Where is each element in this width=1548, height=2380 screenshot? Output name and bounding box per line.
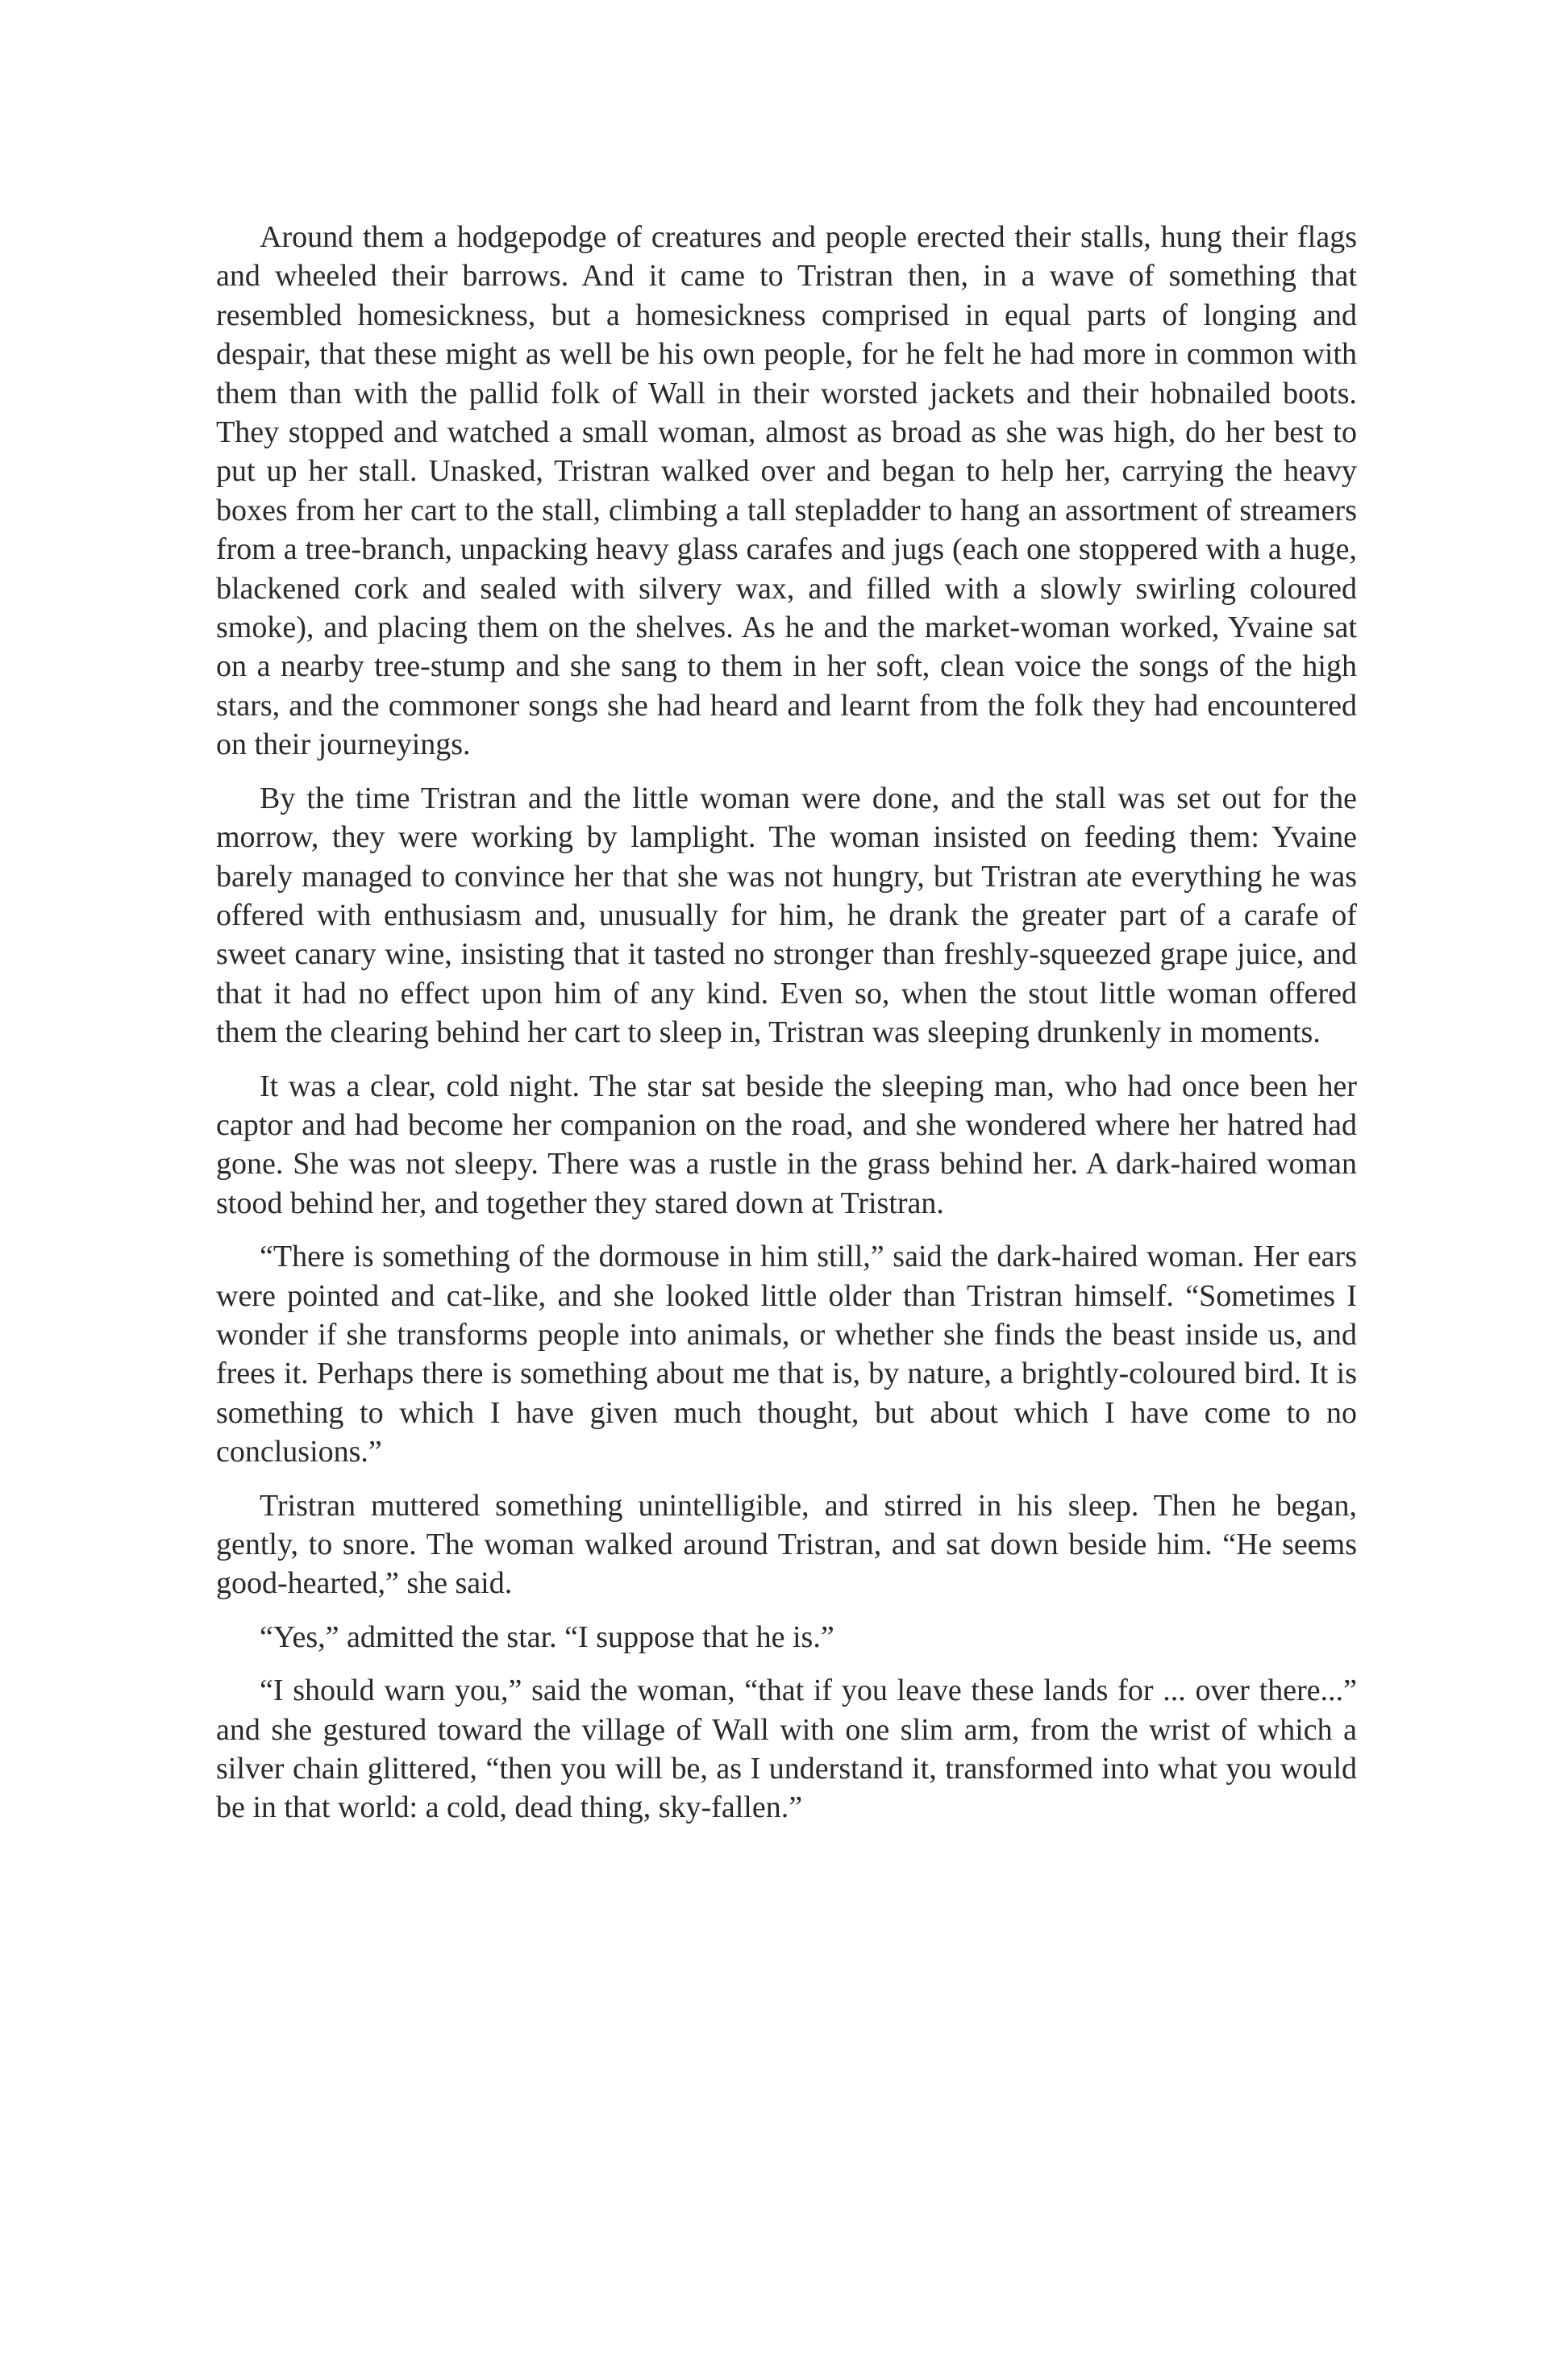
paragraph-1: Around them a hodgepodge of creatures and people erected their stalls, hung their flags and wheeled their barrows. And it came to Tristran then, in a wave of something that resembled homesickness, but a homesickness comprised in equal parts of longing and despair, that these might as well be his own people, for he felt he had more in common with them than with the pallid folk of Wall in their worsted jackets and their hobnailed boots. They stopped and watched a small woman, almost as broad as she was high, do her best to put up her stall. Unasked, Tristran walked over and began to help her, carrying the heavy boxes from her cart to the stall, climbing a tall stepladder to hang an assortment of streamers from a tree-branch, unpacking heavy glass carafes and jugs (each one stoppered with a huge, blackened cork and sealed with silvery wax, and filled with a slowly swirling coloured smoke), and placing them on the shelves. As he and the market-woman worked, Yvaine sat on a nearby tree-stump and she sang to them in her soft, clean voice the songs of the high stars, and the commoner songs she had heard and learnt from the folk they had encountered on their journeyings.: [216, 220, 1357, 762]
page-body-text: [216, 218, 1357, 1842]
paragraph-2: By the time Tristran and the little woman were done, and the stall was set out for the morrow, they were working by lamplight. The woman insisted on feeding them: Yvaine barely managed to convince her that she was not hungry, but Tristran ate everything he was offered with enthusiasm and, unusually for him, he drank the greater part of a carafe of sweet canary wine, insisting that it tasted no stronger than freshly-squeezed grape juice, and that it had no effect upon him of any kind. Even so, when the stout little woman offered them the clearing behind her cart to sleep in, Tristran was sleeping drunkenly in moments.: [216, 781, 1357, 1050]
paragraph-3: It was a clear, cold night. The star sat beside the sleeping man, who had once been her captor and had become her companion on the road, and she wondered where her hatred had gone. She was not sleepy. There was a rustle in the grass behind her. A dark-haired woman stood behind her, and together they stared down at Tristran.: [216, 1069, 1357, 1220]
paragraph-6: “Yes,” admitted the star. “I suppose that he is.”: [260, 1619, 834, 1654]
paragraph-7: “I should warn you,” said the woman, “that if you leave these lands for ... over there...” and she gestured toward the village of Wall with one slim arm, from the wrist of which a silver chain glittered, “then you will be, as I understand it, transformed into what you would be in that world: a cold, dead thing, sky-fallen.”: [216, 1674, 1357, 1825]
paragraph-5: Tristran muttered something unintelligible, and stirred in his sleep. Then he began, gently, to snore. The woman walked around Tristran, and sat down beside him. “He seems good-hearted,” she said.: [216, 1488, 1357, 1601]
paragraph-4: “There is something of the dormouse in him still,” said the dark-haired woman. Her ears were pointed and cat-like, and she looked little older than Tristran himself. “Sometimes I wonder if she transforms people into animals, or whether she finds the beast inside us, and frees it. Perhaps there is something about me that is, by nature, a brightly-coloured bird. It is something to which I have given much thought, but about which I have come to no conclusions.”: [216, 1240, 1357, 1469]
